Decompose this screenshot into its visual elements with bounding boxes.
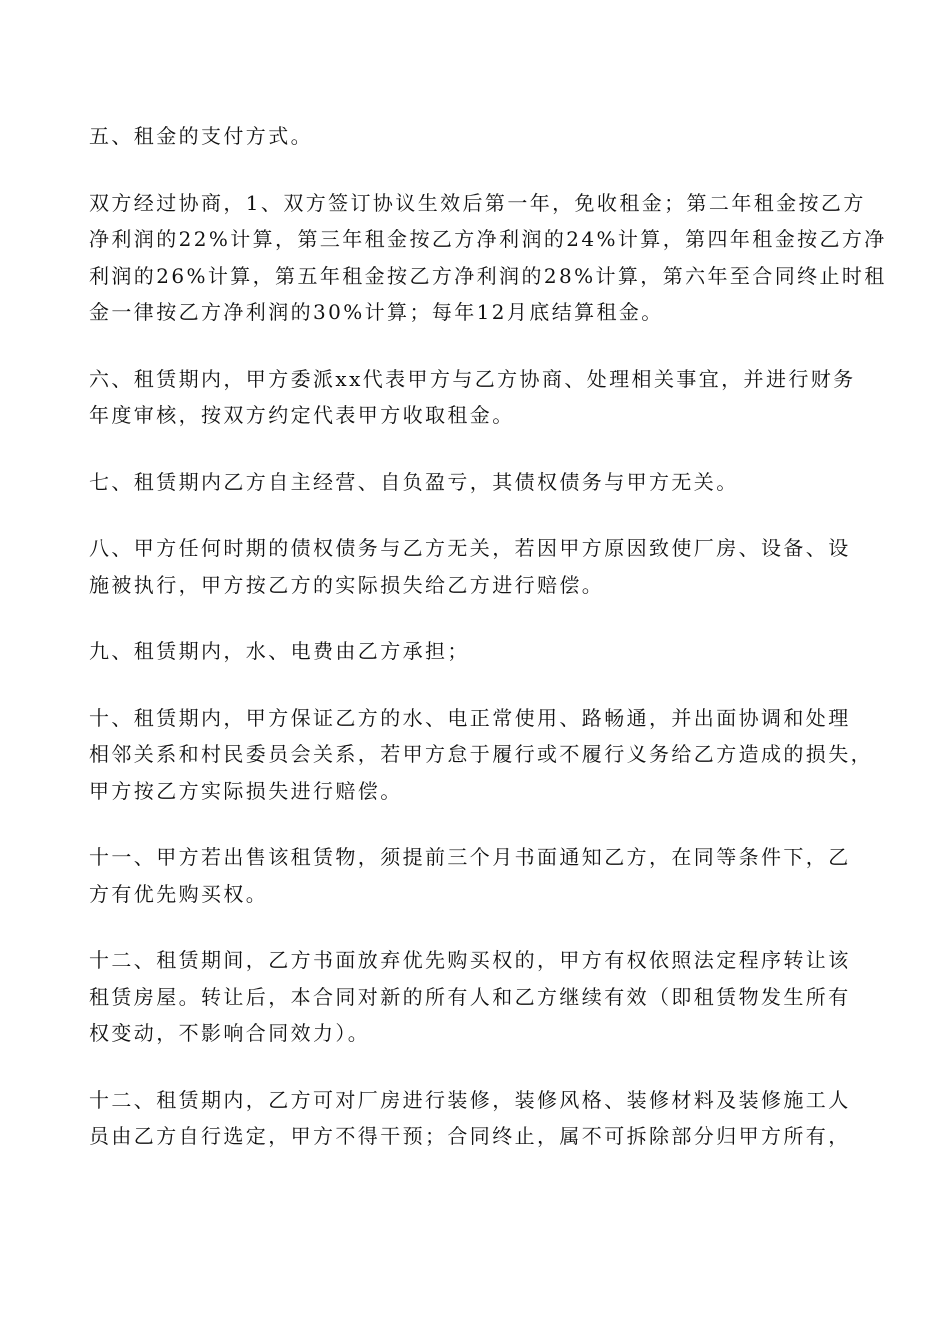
clause-5-detail	[89, 185, 887, 331]
clause-10	[89, 700, 879, 810]
clause-12-transfer	[89, 942, 879, 1052]
clause-8	[89, 530, 879, 603]
text-line: 净利润的22%计算，第三年租金按乙方净利润的24%计算，第四年租金按乙方净	[89, 227, 887, 251]
text-line: 十二、租赁期内，乙方可对厂房进行装修，装修风格、装修材料及装修施工人	[89, 1087, 851, 1112]
text-line: 六、租赁期内，甲方委派xx代表甲方与乙方协商、处理相关事宜，并进行财务	[89, 366, 856, 391]
text-line: 相邻关系和村民委员会关系，若甲方怠于履行或不履行义务给乙方造成的损失，	[89, 742, 873, 766]
text-line: 九、租赁期内，水、电费由乙方承担；	[89, 639, 470, 663]
text-line: 施被执行，甲方按乙方的实际损失给乙方进行赔偿。	[89, 572, 605, 597]
text-line: 十二、租赁期间，乙方书面放弃优先购买权的，甲方有权依照法定程序转让该	[89, 948, 851, 972]
text-line: 利润的26%计算，第五年租金按乙方净利润的28%计算，第六年至合同终止时租	[89, 263, 887, 288]
text-line: 员由乙方自行选定，甲方不得干预；合同终止，属不可拆除部分归甲方所有，	[89, 1124, 851, 1148]
text-line: 租赁房屋。转让后，本合同对新的所有人和乙方继续有效（即租赁物发生所有	[89, 984, 851, 1009]
text-line: 甲方按乙方实际损失进行赔偿。	[89, 778, 403, 803]
text-line: 五、租金的支付方式。	[89, 124, 313, 148]
clause-7	[89, 464, 879, 501]
text-line: 方有优先购买权。	[89, 881, 269, 906]
clause-6	[89, 361, 879, 434]
text-line: 七、租赁期内乙方自主经营、自负盈亏，其债权债务与甲方无关。	[89, 469, 739, 494]
clause-11	[89, 839, 879, 912]
text-line: 十一、甲方若出售该租赁物，须提前三个月书面通知乙方，在同等条件下，乙	[89, 845, 851, 869]
text-line: 双方经过协商，1、双方签订协议生效后第一年，免收租金；第二年租金按乙方	[89, 190, 866, 215]
text-line: 年度审核，按双方约定代表甲方收取租金。	[89, 403, 515, 427]
clause-9	[89, 633, 879, 670]
document-body	[89, 118, 887, 1185]
clause-12-renovation	[89, 1082, 879, 1155]
clause-5	[89, 118, 879, 155]
text-line: 八、甲方任何时期的债权债务与乙方无关，若因甲方原因致使厂房、设备、设	[89, 536, 851, 560]
text-line: 权变动，不影响合同效力）。	[89, 1021, 371, 1045]
text-line: 十、租赁期内，甲方保证乙方的水、电正常使用、路畅通，并出面协调和处理	[89, 705, 851, 730]
text-line: 金一律按乙方净利润的30%计算；每年12月底结算租金。	[89, 300, 664, 324]
